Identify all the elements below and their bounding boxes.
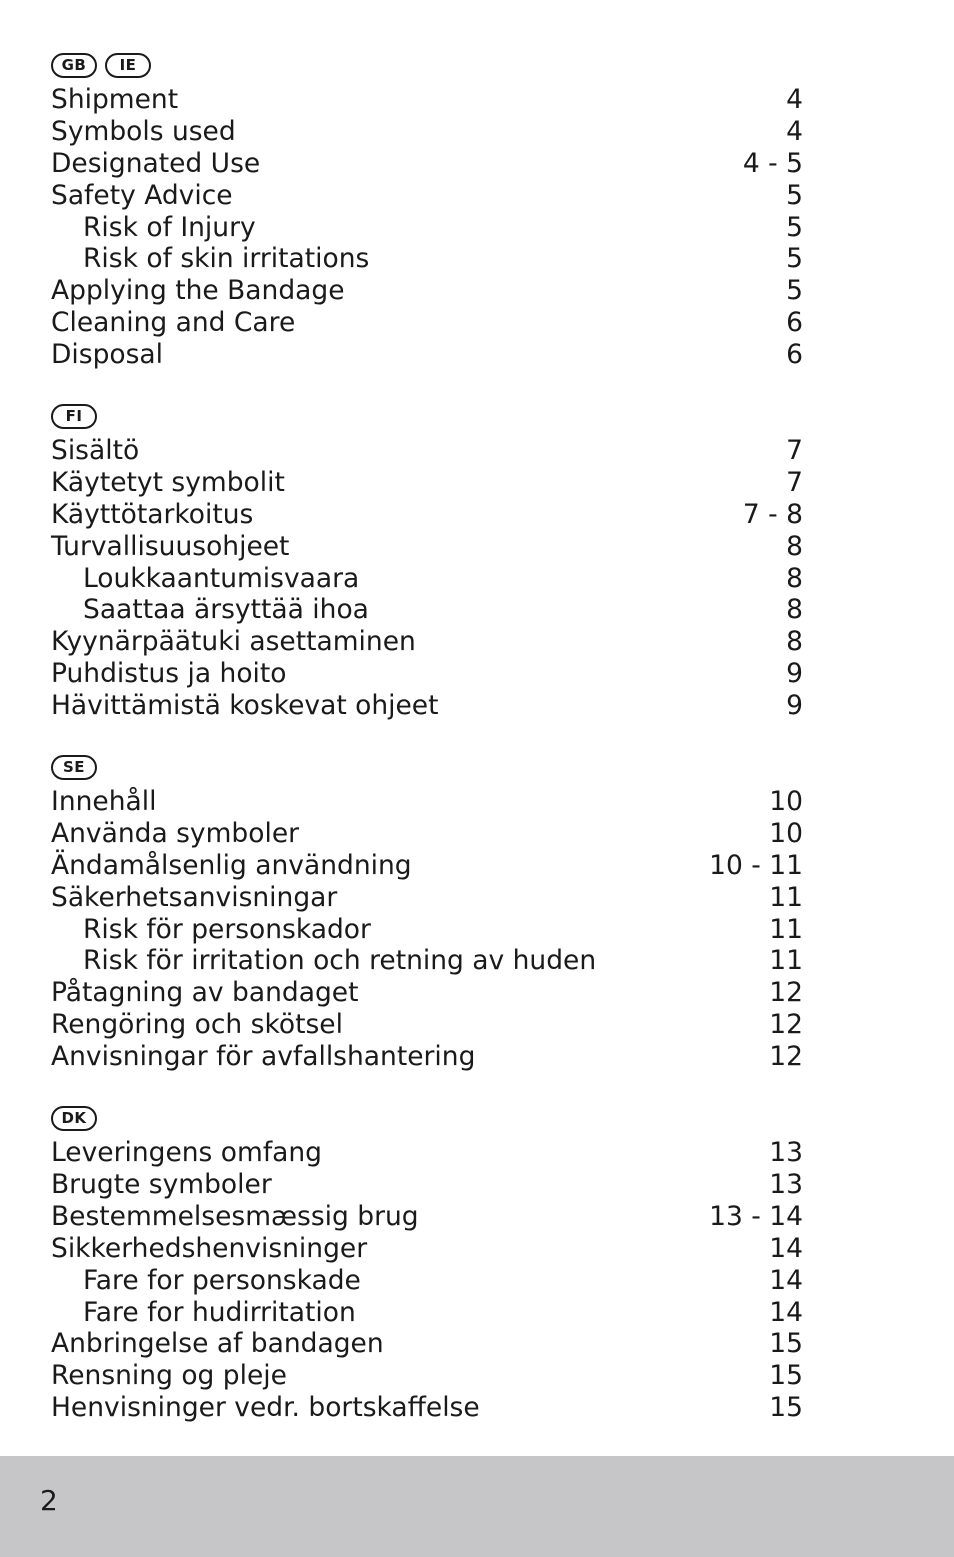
- language-badge: FI: [51, 404, 97, 429]
- toc-entry-page: 14: [769, 1296, 803, 1328]
- language-badge: GB: [51, 53, 97, 78]
- toc-entry[interactable]: [51, 658, 803, 690]
- language-badges: [51, 752, 803, 782]
- toc-entry[interactable]: [51, 1169, 803, 1201]
- toc-entry[interactable]: [51, 1233, 803, 1265]
- toc-subentry[interactable]: [51, 914, 803, 946]
- toc-entry-label: Påtagning av bandaget: [51, 977, 359, 1009]
- toc-entry-page: 7: [786, 466, 803, 498]
- toc-entry-label: Safety Advice: [51, 179, 233, 211]
- toc-entry[interactable]: [51, 84, 803, 116]
- toc-entry[interactable]: [51, 148, 803, 180]
- toc-entry-label: Symbols used: [51, 115, 236, 147]
- toc-entry-page: 6: [786, 307, 803, 339]
- toc-entry-label: Käytetyt symbolit: [51, 466, 285, 498]
- toc-entry-page: 8: [786, 562, 803, 594]
- toc-entry-page: 9: [786, 690, 803, 722]
- toc-entry-page: 12: [769, 1041, 803, 1073]
- toc-entry-label: Anbringelse af bandagen: [51, 1328, 384, 1360]
- toc-entry[interactable]: [51, 1201, 803, 1233]
- toc-entry-label: Disposal: [51, 339, 164, 371]
- toc-entry[interactable]: [51, 275, 803, 307]
- toc-entry-page: 15: [769, 1392, 803, 1424]
- toc-entry-page: 4: [786, 84, 803, 115]
- toc-entry-page: 11: [769, 881, 803, 913]
- toc-entry-page: 12: [769, 1009, 803, 1041]
- language-badges: [51, 1103, 803, 1133]
- toc-entry-label: Cleaning and Care: [51, 307, 296, 339]
- toc-entry[interactable]: [51, 1360, 803, 1392]
- toc-entry-page: 14: [769, 1232, 803, 1264]
- toc-entry[interactable]: [51, 116, 803, 148]
- toc-entry-label: Brugte symboler: [51, 1168, 272, 1200]
- toc-entry-label: Fare for personskade: [83, 1264, 361, 1296]
- toc-entry-label: Bestemmelsesmæssig brug: [51, 1200, 419, 1232]
- toc-entry-page: 4: [786, 115, 803, 147]
- toc-entry[interactable]: [51, 1137, 803, 1169]
- page-number: 2: [40, 1484, 58, 1517]
- toc-entry[interactable]: [51, 882, 803, 914]
- toc-entry[interactable]: [51, 180, 803, 212]
- toc-entry[interactable]: [51, 1328, 803, 1360]
- language-badges: [51, 401, 803, 431]
- language-badge: IE: [105, 53, 151, 78]
- toc-entry-label: Loukkaantumisvaara: [83, 562, 360, 594]
- toc-entry-page: 5: [786, 179, 803, 211]
- toc-entry[interactable]: [51, 467, 803, 499]
- toc-entry-page: 5: [786, 275, 803, 307]
- toc-entry-page: 7: [786, 435, 803, 467]
- page-footer: [0, 1456, 954, 1557]
- toc-entry-label: Rengöring och skötsel: [51, 1009, 343, 1041]
- toc-entry-label: Använda symboler: [51, 817, 300, 849]
- toc-entry-label: Shipment: [51, 84, 179, 115]
- toc-entry-page: 15: [769, 1360, 803, 1392]
- toc-entry-label: Risk of Injury: [83, 211, 256, 243]
- toc-entry-label: Leveringens omfang: [51, 1137, 323, 1169]
- toc-subentry[interactable]: [51, 594, 803, 626]
- toc-entry[interactable]: [51, 435, 803, 467]
- toc-entry[interactable]: [51, 850, 803, 882]
- toc-entry-label: Henvisninger vedr. bortskaffelse: [51, 1392, 480, 1424]
- toc-entry-label: Puhdistus ja hoito: [51, 658, 287, 690]
- toc-entry-page: 14: [769, 1264, 803, 1296]
- toc-entry-page: 11: [769, 945, 803, 977]
- toc-section: [51, 50, 803, 371]
- toc-entry-page: 13: [769, 1168, 803, 1200]
- toc-entry-page: 9: [786, 658, 803, 690]
- toc-entry-label: Anvisningar för avfallshantering: [51, 1041, 476, 1073]
- toc-entry-page: 5: [786, 243, 803, 275]
- toc-entry-label: Innehåll: [51, 786, 157, 818]
- toc-section: [51, 1103, 803, 1424]
- language-badge: DK: [51, 1106, 97, 1131]
- toc-entry-label: Säkerhetsanvisningar: [51, 881, 338, 913]
- toc-entry-label: Käyttötarkoitus: [51, 498, 254, 530]
- toc-section: [51, 401, 803, 722]
- toc-entry-label: Hävittämistä koskevat ohjeet: [51, 690, 439, 722]
- toc-subentry[interactable]: [51, 1297, 803, 1329]
- toc-subentry[interactable]: [51, 212, 803, 244]
- toc-subentry[interactable]: [51, 243, 803, 275]
- toc-entry[interactable]: [51, 786, 803, 818]
- toc-entry-label: Sisältö: [51, 435, 140, 467]
- toc-entry-label: Risk för irritation och retning av huden: [83, 945, 597, 977]
- toc-entry[interactable]: [51, 1041, 803, 1073]
- toc-entry[interactable]: [51, 818, 803, 850]
- toc-entry-page: 11: [769, 913, 803, 945]
- toc-entry-page: 5: [786, 211, 803, 243]
- table-of-contents: [51, 50, 803, 1454]
- toc-entry-label: Sikkerhedshenvisninger: [51, 1232, 368, 1264]
- toc-entry[interactable]: [51, 499, 803, 531]
- toc-entry-page: 13 - 14: [709, 1200, 803, 1232]
- toc-entry-label: Saattaa ärsyttää ihoa: [83, 594, 369, 626]
- toc-entry[interactable]: [51, 1009, 803, 1041]
- toc-entry[interactable]: [51, 1392, 803, 1424]
- toc-entry-page: 10: [769, 786, 803, 818]
- toc-subentry[interactable]: [51, 945, 803, 977]
- toc-entry-label: Designated Use: [51, 147, 261, 179]
- toc-entry-page: 8: [786, 594, 803, 626]
- language-badges: [51, 50, 803, 80]
- toc-entry-page: 8: [786, 626, 803, 658]
- toc-entry-label: Turvallisuusohjeet: [51, 530, 290, 562]
- toc-entry-label: Kyynärpäätuki asettaminen: [51, 626, 416, 658]
- language-badge: SE: [51, 755, 97, 780]
- toc-entry-page: 12: [769, 977, 803, 1009]
- toc-entry-page: 15: [769, 1328, 803, 1360]
- toc-entry-label: Fare for hudirritation: [83, 1296, 356, 1328]
- toc-entry-page: 13: [769, 1137, 803, 1169]
- toc-entry[interactable]: [51, 977, 803, 1009]
- toc-entry[interactable]: [51, 690, 803, 722]
- toc-entry-label: Applying the Bandage: [51, 275, 345, 307]
- toc-entry-page: 4 - 5: [742, 147, 803, 179]
- toc-entry[interactable]: [51, 626, 803, 658]
- toc-entry[interactable]: [51, 339, 803, 371]
- toc-entry-label: Risk of skin irritations: [83, 243, 370, 275]
- toc-entry-label: Rensning og pleje: [51, 1360, 287, 1392]
- toc-entry-label: Ändamålsenlig användning: [51, 849, 412, 881]
- toc-entry[interactable]: [51, 307, 803, 339]
- toc-entry-page: 8: [786, 530, 803, 562]
- toc-entry-page: 10: [769, 817, 803, 849]
- toc-entry-page: 7 - 8: [742, 498, 803, 530]
- toc-entry-page: 10 - 11: [709, 849, 803, 881]
- toc-entry[interactable]: [51, 531, 803, 563]
- toc-subentry[interactable]: [51, 563, 803, 595]
- toc-subentry[interactable]: [51, 1265, 803, 1297]
- toc-section: [51, 752, 803, 1073]
- toc-entry-page: 6: [786, 339, 803, 371]
- toc-entry-label: Risk för personskador: [83, 913, 371, 945]
